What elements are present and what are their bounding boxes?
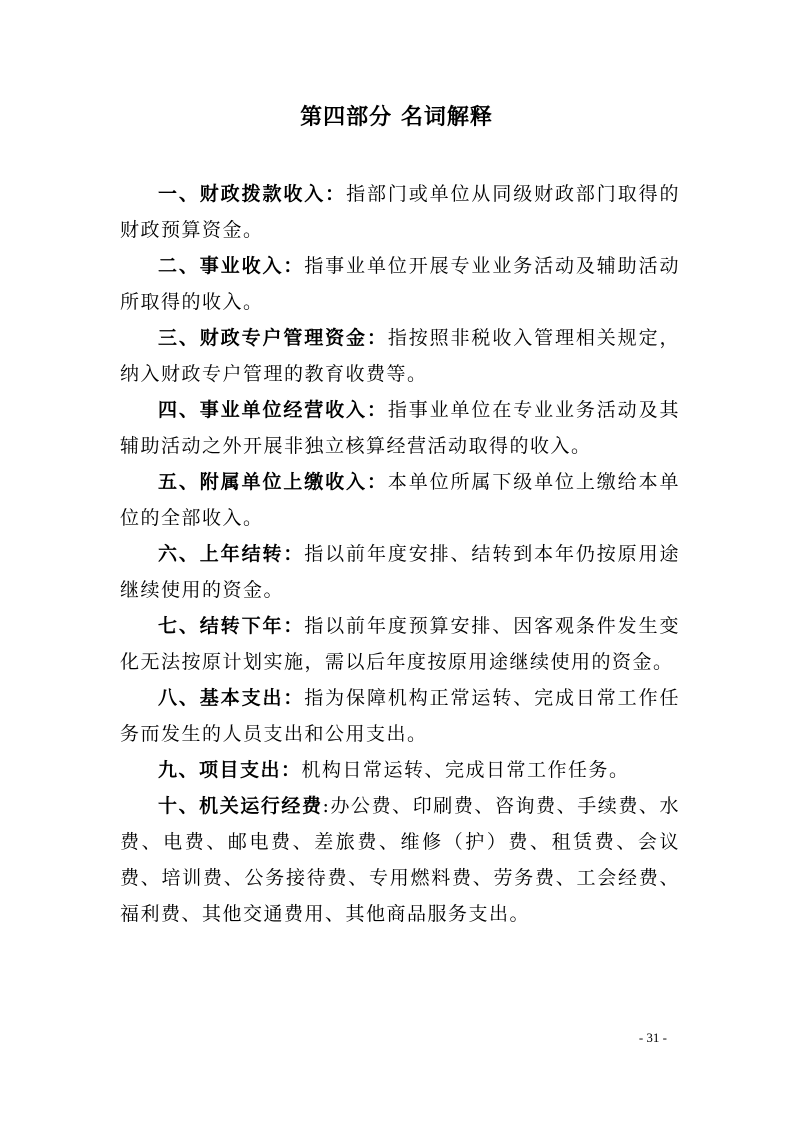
glossary-item-1: [120, 176, 680, 248]
glossary-item-4: [120, 392, 680, 464]
glossary-definition: :办公费、印刷费、咨询费、手续费、水费、电费、邮电费、差旅费、维修（护）费、租赁费、会议费、培训费、公务接待费、专用燃料费、劳务费、工会经费、福利费、其他交通费用、其他商品服务支出。: [120, 795, 680, 925]
glossary-term: 五、附属单位上缴收入：: [158, 471, 388, 493]
glossary-term: 四、事业单位经营收入：: [158, 399, 388, 421]
glossary-definition: 指为保障机构正常运转、完成日常工作任务而发生的人员支出和公用支出。: [120, 687, 680, 745]
glossary-definition: 指以前年度预算安排、因客观条件发生变化无法按原计划实施，需以后年度按原用途继续使用的资金。: [120, 615, 680, 673]
glossary-item-10: [120, 788, 680, 932]
glossary-term: 九、项目支出：: [158, 759, 302, 781]
glossary-definition: 机构日常运转、完成日常工作任务。: [301, 759, 630, 781]
glossary-definition: 指部门或单位从同级财政部门取得的财政预算资金。: [120, 183, 680, 241]
glossary-item-9: [120, 752, 680, 788]
glossary-item-3: [120, 320, 680, 392]
glossary-definition: 指事业单位在专业业务活动及其辅助活动之外开展非独立核算经营活动取得的收入。: [120, 399, 680, 457]
glossary-definition: 指事业单位开展专业业务活动及辅助活动所取得的收入。: [120, 255, 680, 313]
glossary-item-7: [120, 608, 680, 680]
glossary-term: 六、上年结转：: [158, 543, 305, 565]
glossary-term: 二、事业收入：: [158, 255, 305, 277]
glossary-body: [120, 176, 680, 932]
glossary-item-6: [120, 536, 680, 608]
glossary-item-2: [120, 248, 680, 320]
page-number: - 31 -: [638, 1030, 667, 1045]
glossary-term: 十、机关运行经费: [158, 795, 323, 817]
glossary-definition: 本单位所属下级单位上缴给本单位的全部收入。: [120, 471, 680, 529]
glossary-definition: 指以前年度安排、结转到本年仍按原用途继续使用的资金。: [120, 543, 680, 601]
glossary-term: 三、财政专户管理资金：: [158, 327, 388, 349]
glossary-term: 八、基本支出：: [158, 687, 305, 709]
glossary-definition: 指按照非税收入管理相关规定，纳入财政专户管理的教育收费等。: [120, 327, 680, 385]
glossary-term: 一、财政拨款收入：: [158, 183, 347, 205]
glossary-item-8: [120, 680, 680, 752]
page-title: 第四部分 名词解释: [300, 105, 493, 130]
glossary-term: 七、结转下年：: [158, 615, 305, 637]
glossary-item-5: [120, 464, 680, 536]
